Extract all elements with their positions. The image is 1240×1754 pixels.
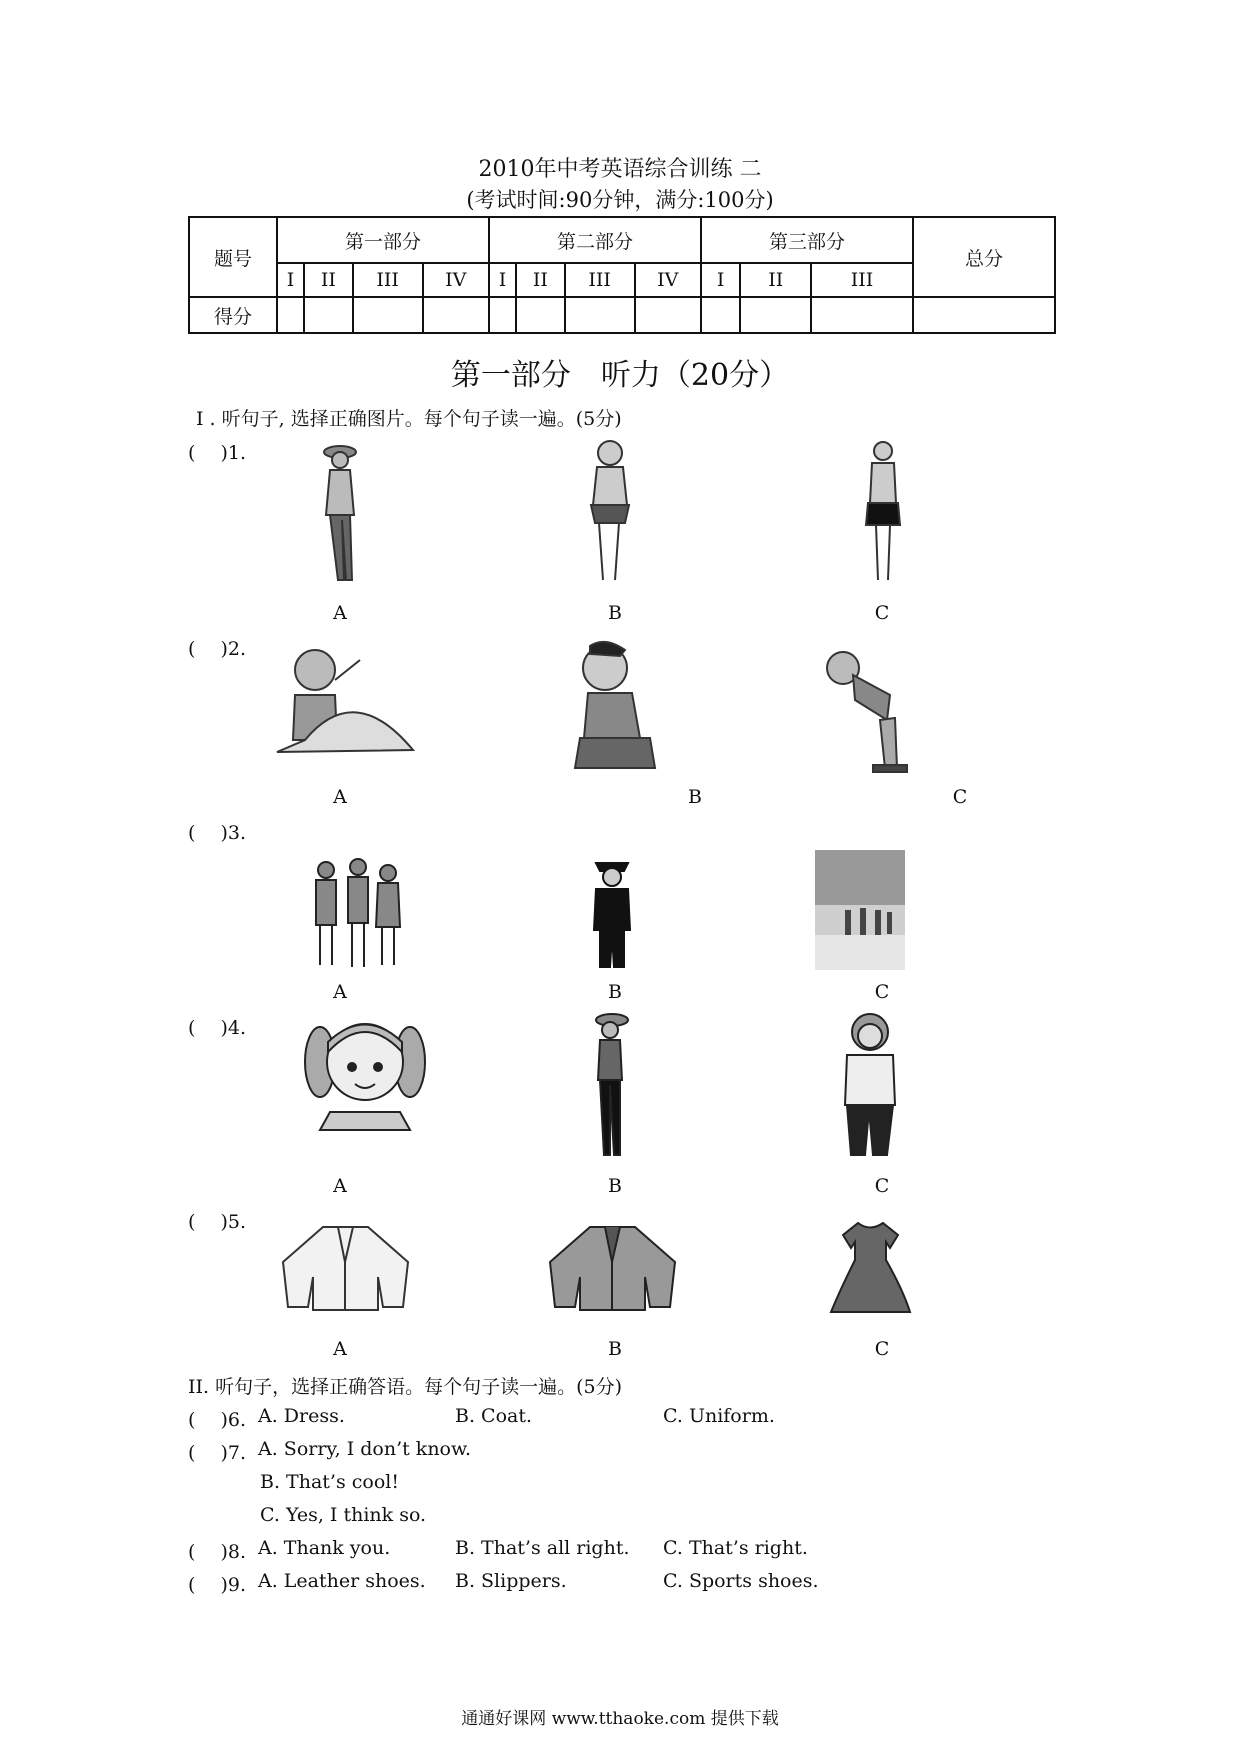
q1-label-a: A	[333, 602, 347, 624]
q2-label-b: B	[688, 786, 702, 808]
score-cell[interactable]	[701, 297, 740, 333]
q8-option-a[interactable]: A. Thank you.	[258, 1537, 391, 1559]
q5-label-a: A	[333, 1338, 347, 1360]
q5-label-b: B	[608, 1338, 622, 1360]
question-3-number: ( )3.	[188, 822, 246, 844]
question-8-number: ( )8.	[188, 1541, 246, 1563]
col-p3-3: III	[811, 263, 913, 297]
q4-option-c-picture[interactable]	[825, 1010, 910, 1160]
q9-option-c[interactable]: C. Sports shoes.	[663, 1570, 819, 1592]
part3-header: 第三部分	[701, 217, 913, 263]
score-cell[interactable]	[516, 297, 565, 333]
section1-instruction: I . 听句子, 选择正确图片。每个句子读一遍。(5分)	[196, 408, 622, 430]
q4-label-a: A	[333, 1175, 347, 1197]
q3-option-c-photo[interactable]	[815, 850, 905, 970]
q5-option-b-jacket[interactable]	[545, 1222, 680, 1314]
exam-subtitle: (考试时间:90分钟，满分:100分)	[466, 188, 774, 212]
q8-option-b[interactable]: B. That’s all right.	[455, 1537, 630, 1559]
q6-option-c[interactable]: C. Uniform.	[663, 1405, 775, 1427]
q2-option-c-picture[interactable]	[815, 640, 915, 775]
q4-option-a-picture[interactable]	[300, 1012, 430, 1132]
q7-option-c[interactable]: C. Yes, I think so.	[260, 1504, 427, 1526]
q1-label-c: C	[874, 602, 890, 624]
part1-heading: 第一部分 听力（20分）	[450, 358, 790, 393]
score-table	[188, 216, 1056, 334]
score-cell[interactable]	[353, 297, 423, 333]
score-cell[interactable]	[304, 297, 353, 333]
q2-label-c: C	[952, 786, 968, 808]
q6-option-a[interactable]: A. Dress.	[258, 1405, 345, 1427]
q7-option-b[interactable]: B. That’s cool!	[260, 1471, 399, 1493]
q5-option-a-jacket[interactable]	[278, 1222, 413, 1314]
col-p1-3: III	[353, 263, 423, 297]
q4-label-c: C	[874, 1175, 890, 1197]
question-4-number: ( )4.	[188, 1017, 246, 1039]
q3-option-b-picture[interactable]	[582, 855, 642, 970]
q3-label-c: C	[874, 981, 890, 1003]
q5-label-c: C	[874, 1338, 890, 1360]
q1-option-b-picture[interactable]	[575, 435, 645, 585]
score-cell[interactable]	[740, 297, 811, 333]
q8-option-c[interactable]: C. That’s right.	[663, 1537, 808, 1559]
q2-label-a: A	[333, 786, 347, 808]
col-p2-3: III	[565, 263, 635, 297]
col-p1-1: I	[277, 263, 304, 297]
question-1-number: ( )1.	[188, 442, 246, 464]
total-header: 总分	[913, 217, 1055, 297]
question-2-number: ( )2.	[188, 638, 246, 660]
q4-label-b: B	[608, 1175, 622, 1197]
question-5-number: ( )5.	[188, 1211, 246, 1233]
q6-option-b[interactable]: B. Coat.	[455, 1405, 533, 1427]
score-cell[interactable]	[811, 297, 913, 333]
col-p1-4: IV	[423, 263, 489, 297]
question-7-number: ( )7.	[188, 1442, 246, 1464]
score-cell-total[interactable]	[913, 297, 1055, 333]
part2-header: 第二部分	[489, 217, 701, 263]
q2-option-a-picture[interactable]	[275, 640, 415, 755]
score-label: 得分	[189, 297, 277, 333]
question-number-label: 题号	[189, 217, 277, 297]
score-cell[interactable]	[277, 297, 304, 333]
q7-option-a[interactable]: A. Sorry, I don’t know.	[258, 1438, 472, 1460]
col-p3-1: I	[701, 263, 740, 297]
q5-option-c-dress[interactable]	[828, 1220, 913, 1315]
score-cell[interactable]	[489, 297, 516, 333]
col-p2-2: II	[516, 263, 565, 297]
score-cell[interactable]	[423, 297, 489, 333]
footer-text: 通通好课网 www.tthaoke.com 提供下载	[461, 1709, 779, 1729]
section2-instruction: II. 听句子，选择正确答语。每个句子读一遍。(5分)	[188, 1376, 623, 1398]
q3-label-b: B	[608, 981, 622, 1003]
question-6-number: ( )6.	[188, 1409, 246, 1431]
q3-option-a-picture[interactable]	[308, 855, 408, 975]
col-p2-4: IV	[635, 263, 701, 297]
q3-label-a: A	[333, 981, 347, 1003]
q1-label-b: B	[608, 602, 622, 624]
question-9-number: ( )9.	[188, 1574, 246, 1596]
q2-option-b-picture[interactable]	[560, 638, 670, 778]
col-p3-2: II	[740, 263, 811, 297]
col-p1-2: II	[304, 263, 353, 297]
q9-option-a[interactable]: A. Leather shoes.	[258, 1570, 426, 1592]
score-cell[interactable]	[565, 297, 635, 333]
q1-option-a-picture[interactable]	[310, 440, 370, 585]
exam-title: 2010年中考英语综合训练 二	[478, 157, 762, 182]
q1-option-c-picture[interactable]	[858, 435, 908, 585]
q4-option-b-picture[interactable]	[578, 1010, 643, 1160]
part1-header: 第一部分	[277, 217, 489, 263]
score-cell[interactable]	[635, 297, 701, 333]
q9-option-b[interactable]: B. Slippers.	[455, 1570, 567, 1592]
col-p2-1: I	[489, 263, 516, 297]
